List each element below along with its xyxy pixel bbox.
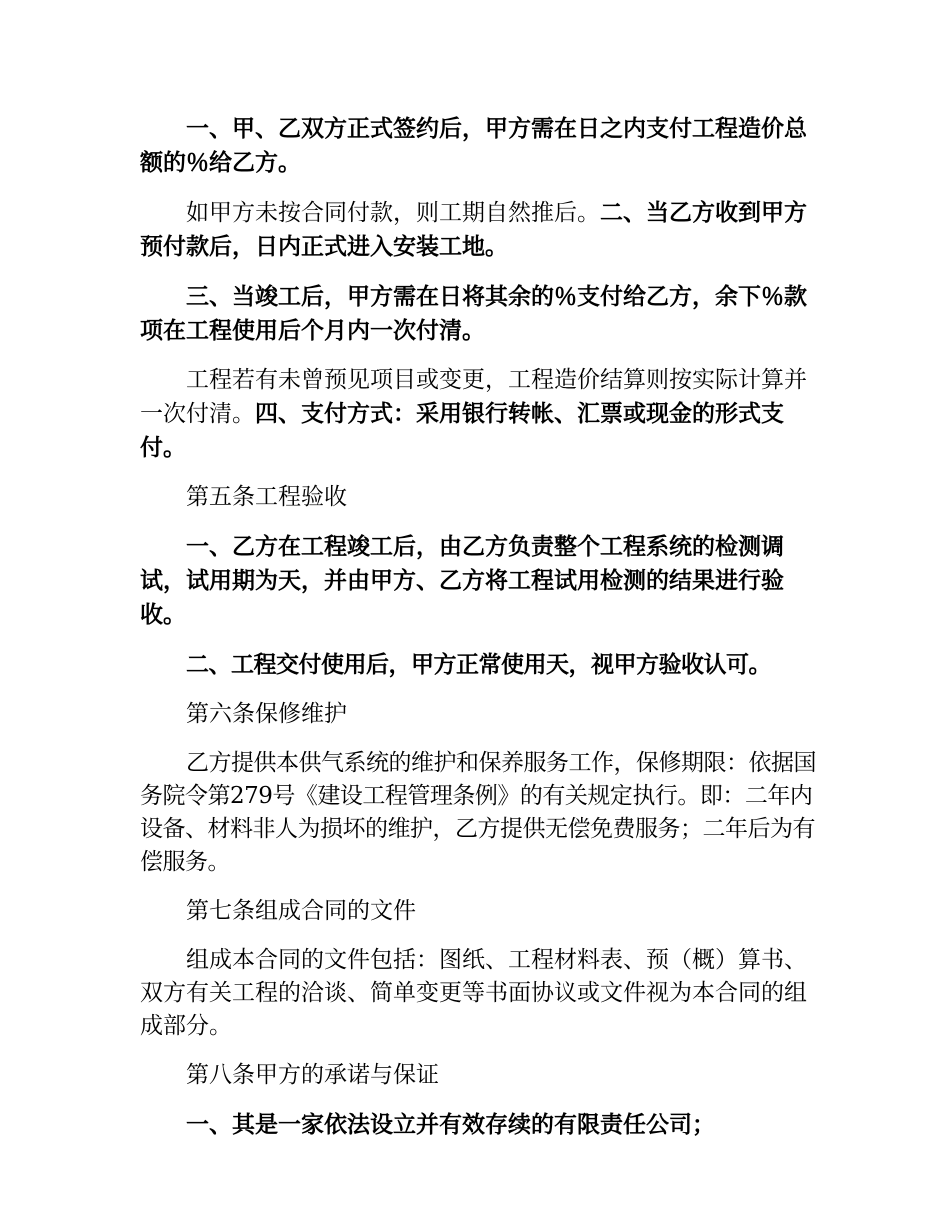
document-body: [140, 112, 820, 1158]
normal-text: 第六条保修维护: [186, 701, 347, 727]
normal-text: 第七条组成合同的文件: [186, 898, 416, 924]
paragraph-party-a-promise: [140, 1108, 820, 1142]
bold-text: 一、乙方在工程竣工后，由乙方负责整个工程系统的检测调试，试用期为天，并由甲方、乙方将工程试用检测的结果进行验收。: [140, 533, 784, 628]
normal-text: 组成本合同的文件包括：图纸、工程材料表、预（概）算书、双方有关工程的洽谈、简单变更等书面协议或文件视为本合同的组成部分。: [140, 947, 807, 1039]
normal-text: 如甲方未按合同付款，则工期自然推后。: [186, 200, 600, 226]
normal-text: 乙方提供本供气系统的维护和保养服务工作，保修期限：依据国务院令第279号《建设工程管理条例》的有关规定执行。即：二年内设备、材料非人为损坏的维护，乙方提供无偿免费服务；二年后为有偿服务。: [140, 750, 816, 875]
heading-article-6: [140, 698, 820, 731]
paragraph-warranty: [140, 747, 820, 879]
bold-text: 一、其是一家依法设立并有效存续的有限责任公司；: [186, 1111, 715, 1138]
paragraph-payment-delay: [140, 196, 820, 264]
heading-article-7: [140, 895, 820, 928]
normal-text: 第五条工程验收: [186, 484, 347, 510]
paragraph-acceptance-use: [140, 648, 820, 682]
bold-text: 二、当乙方收到甲方预付款后，日内正式进入安装工地。: [140, 199, 807, 260]
bold-text: 三、当竣工后，甲方需在日将其余的％支付给乙方，余下％款项在工程使用后个月内一次付清。: [140, 283, 807, 344]
paragraph-settlement: [140, 364, 820, 465]
normal-text: 工程若有未曾预见项目或变更，工程造价结算则按实际计算并一次付清。: [140, 367, 807, 427]
bold-text: 二、工程交付使用后，甲方正常使用天，视甲方验收认可。: [186, 651, 771, 678]
paragraph-payment-first: [140, 112, 820, 180]
heading-article-5: [140, 481, 820, 514]
paragraph-contract-files: [140, 944, 820, 1043]
normal-text: 第八条甲方的承诺与保证: [186, 1062, 439, 1088]
paragraph-acceptance-test: [140, 530, 820, 632]
heading-article-8: [140, 1059, 820, 1092]
bold-text: 一、甲、乙双方正式签约后，甲方需在日之内支付工程造价总额的％给乙方。: [140, 115, 807, 176]
bold-text: 四、支付方式：采用银行转帐、汇票或现金的形式支付。: [140, 400, 784, 461]
paragraph-completion-payment: [140, 280, 820, 348]
